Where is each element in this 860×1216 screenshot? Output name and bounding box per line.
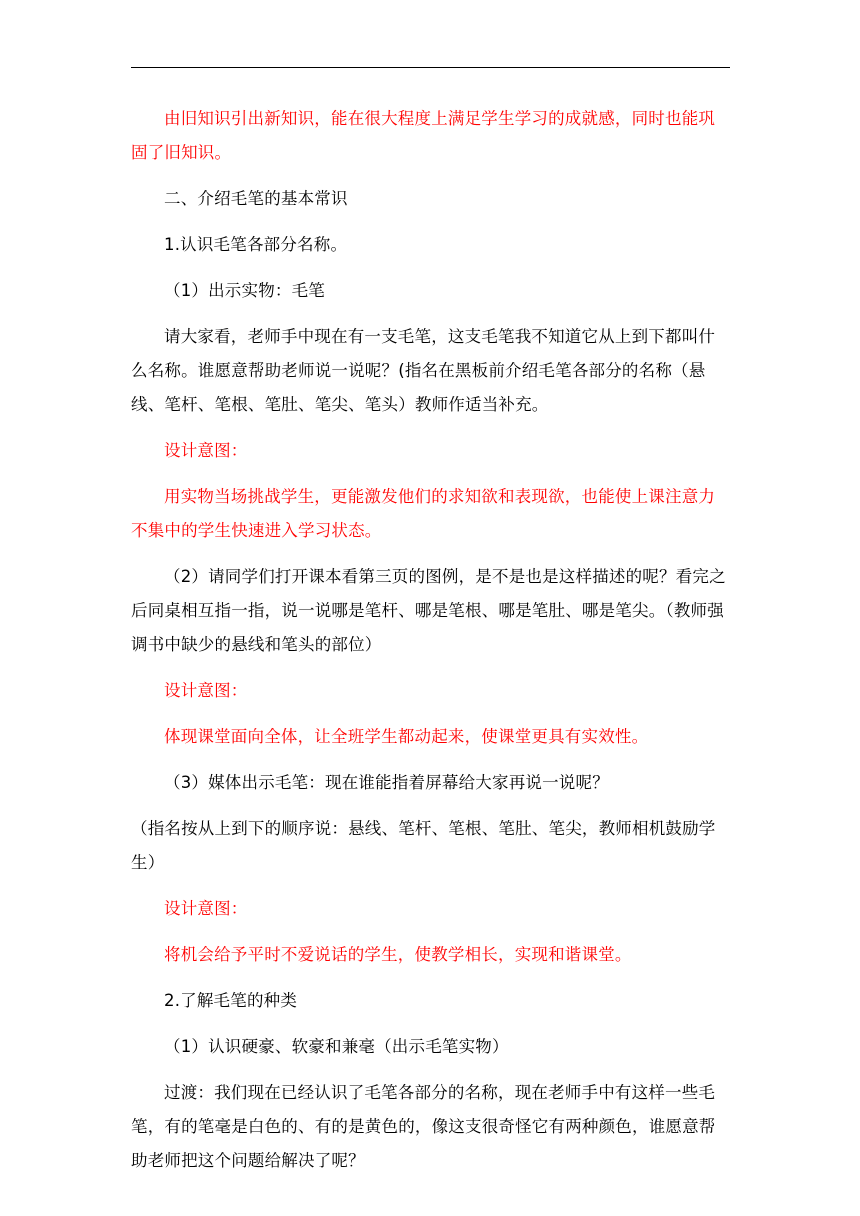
- step-3-media: （3）媒体出示毛笔：现在谁能指着屏幕给大家再说一说呢？: [164, 773, 609, 792]
- design-intent-label-1: 设计意图：: [164, 441, 248, 460]
- document-body: [131, 102, 730, 1178]
- section-heading-brush-basics: 二、介绍毛笔的基本常识: [164, 189, 348, 208]
- step-1-show-brush: （1）出示实物：毛笔: [164, 281, 325, 300]
- header-rule: [131, 67, 730, 68]
- paragraph-teacher-question: 请大家看，老师手中现在有一支毛笔，这支毛笔我不知道它从上到下都叫什么名称。谁愿意帮助老师说一说呢？(指名在黑板前介绍毛笔各部分的名称（悬线、笔杆、笔根、笔肚、笔尖、笔头）教师作适当补充。: [131, 327, 716, 414]
- paragraph-name-order: （指名按从上到下的顺序说：悬线、笔杆、笔根、笔肚、笔尖，教师相机鼓励学生）: [131, 819, 716, 872]
- subheading-brush-parts: 1.认识毛笔各部分名称。: [164, 235, 348, 254]
- paragraph-transition: 过渡：我们现在已经认识了毛笔各部分的名称，现在老师手中有这样一些毛笔，有的笔毫是白色的、有的是黄色的，像这支很奇怪它有两种颜色，谁愿意帮助老师把这个问题给解决了呢？: [131, 1083, 716, 1170]
- design-intent-text-1: 用实物当场挑战学生，更能激发他们的求知欲和表现欲，也能使上课注意力不集中的学生快速进入学习状态。: [131, 487, 716, 540]
- paragraph-intro-purpose: 由旧知识引出新知识，能在很大程度上满足学生学习的成就感，同时也能巩固了旧知识。: [131, 109, 716, 162]
- design-intent-label-3: 设计意图：: [164, 899, 248, 918]
- step-1-brush-hair-types: （1）认识硬豪、软豪和兼毫（出示毛笔实物）: [164, 1037, 509, 1056]
- design-intent-label-2: 设计意图：: [164, 681, 248, 700]
- design-intent-text-3: 将机会给予平时不爱说话的学生，使教学相长，实现和谐课堂。: [164, 945, 632, 964]
- design-intent-text-2: 体现课堂面向全体，让全班学生都动起来，使课堂更具有实效性。: [164, 727, 649, 746]
- subheading-brush-types: 2.了解毛笔的种类: [164, 991, 298, 1010]
- step-2-textbook: （2）请同学们打开课本看第三页的图例，是不是也是这样描述的呢？看完之后同桌相互指一指，说一说哪是笔杆、哪是笔根、哪是笔肚、哪是笔尖。（教师强调书中缺少的悬线和笔头的部位）: [131, 567, 726, 654]
